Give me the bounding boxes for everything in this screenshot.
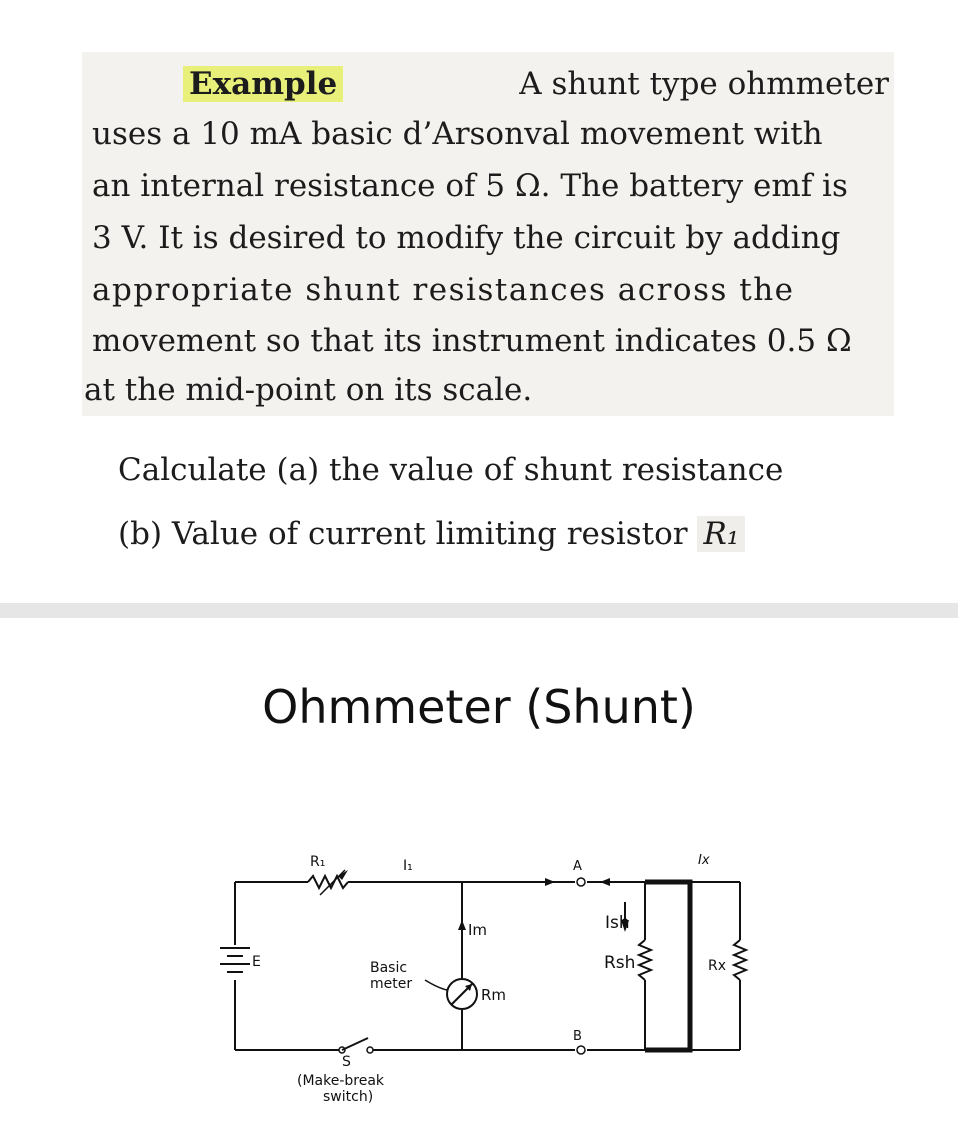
example-label: Example bbox=[183, 66, 343, 102]
example-text-1: A shunt type ohmmeter bbox=[519, 66, 889, 102]
example-line-1 bbox=[183, 66, 889, 102]
rm-label: Rm bbox=[481, 986, 507, 1004]
rsh-resistor bbox=[639, 940, 651, 980]
basic-meter-label-1: Basic bbox=[370, 960, 408, 976]
ix-label: Ix bbox=[698, 853, 710, 868]
rx-label: Rx bbox=[708, 958, 727, 974]
make-break-switch bbox=[339, 1038, 373, 1053]
i1-label: I₁ bbox=[403, 858, 413, 874]
example-text-2: uses a 10 mA basic d’Arsonval movement with bbox=[92, 116, 823, 152]
switch-label-2: switch) bbox=[323, 1089, 374, 1105]
b-label: B bbox=[573, 1029, 582, 1044]
example-text-4: 3 V. It is desired to modify the circuit by adding bbox=[92, 220, 841, 256]
battery-symbol bbox=[220, 948, 250, 972]
switch-label-1: (Make-break bbox=[297, 1073, 385, 1089]
rx-resistor bbox=[734, 940, 746, 980]
ohmmeter-circuit-diagram bbox=[200, 840, 780, 1115]
shunt-bracket bbox=[645, 882, 690, 1050]
question-a: Calculate (a) the value of shunt resistance bbox=[118, 452, 784, 488]
circuit-wires bbox=[235, 876, 746, 1050]
ish-label: Ish bbox=[605, 913, 630, 933]
e-label: E bbox=[252, 954, 261, 970]
terminal-a bbox=[577, 878, 585, 886]
example-text-7: at the mid-point on its scale. bbox=[84, 372, 533, 408]
slide-title: Ohmmeter (Shunt) bbox=[262, 680, 696, 734]
rsh-label: Rsh bbox=[604, 953, 636, 973]
im-arrow-icon bbox=[458, 920, 466, 930]
example-text-5: appropriate shunt resistances across the bbox=[92, 272, 795, 308]
question-b-text: (b) Value of current limiting resistor bbox=[118, 516, 688, 552]
basic-meter-label-2: meter bbox=[370, 976, 413, 992]
top-arrow-icon bbox=[545, 878, 555, 886]
ix-arrow-icon bbox=[600, 878, 610, 886]
basic-meter-leader bbox=[425, 980, 447, 990]
s-label: S bbox=[342, 1054, 351, 1070]
a-label: A bbox=[573, 859, 582, 874]
question-b bbox=[118, 516, 745, 552]
r1-label: R₁ bbox=[310, 854, 326, 870]
terminal-b bbox=[577, 1046, 585, 1054]
im-label: Im bbox=[468, 921, 488, 939]
example-text-3: an internal resistance of 5 Ω. The battery emf is bbox=[92, 168, 848, 204]
r1-symbol: R₁ bbox=[697, 516, 745, 552]
example-text-6: movement so that its instrument indicates 0.5 Ω bbox=[92, 323, 852, 359]
